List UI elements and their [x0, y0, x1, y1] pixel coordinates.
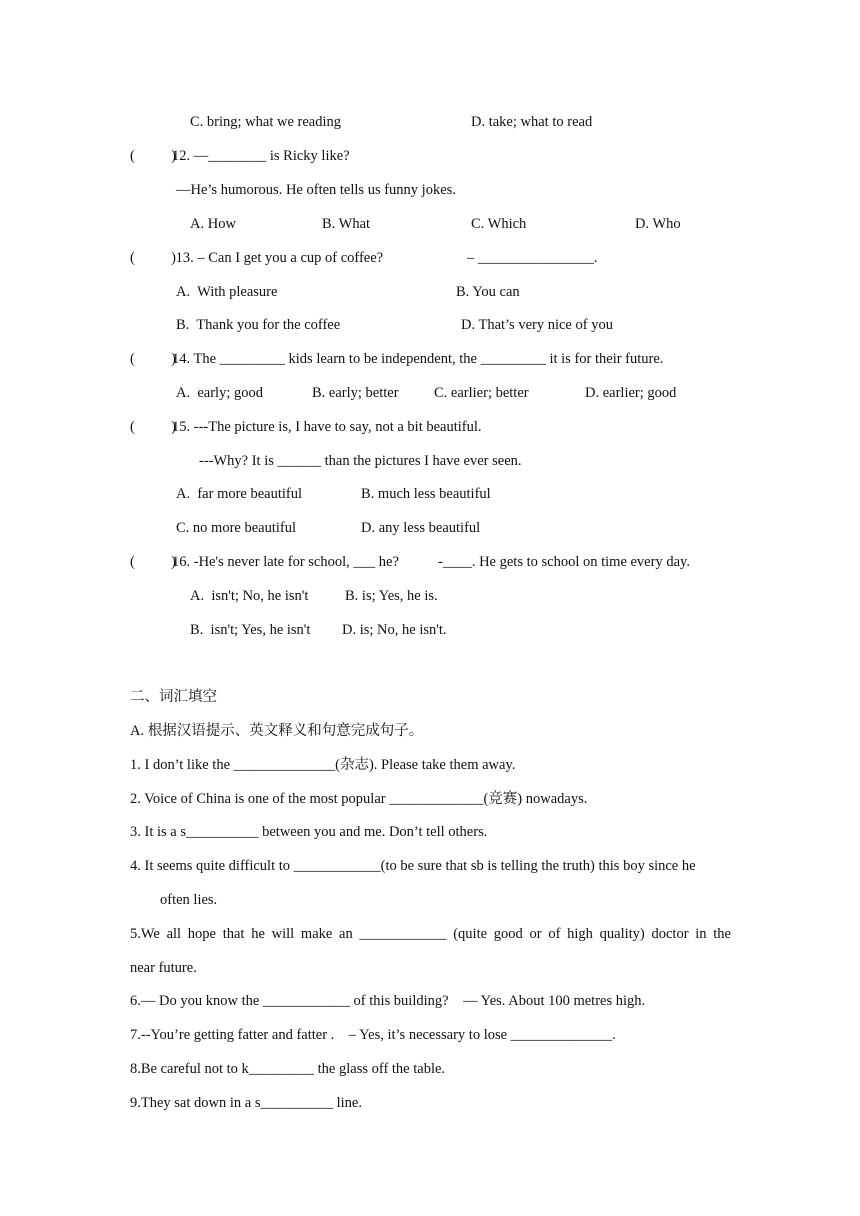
q14-option-d: D. earlier; good	[585, 385, 677, 401]
vocab-item-3: 3. It is a s__________ between you and me. Don’t tell others.	[130, 824, 488, 840]
q14-option-c: C. earlier; better	[434, 385, 529, 401]
q11-option-d: D. take; what to read	[471, 114, 593, 130]
q16-reply: -____. He gets to school on time every day.	[438, 554, 690, 570]
q12-option-d: D. Who	[635, 216, 681, 232]
q15-stem: 15. ---The picture is, I have to say, not a bit beautiful.	[172, 419, 482, 435]
q12-answer-blank: ( )	[130, 148, 176, 164]
vocab-item-4-continued: often lies.	[160, 892, 218, 908]
q16-option-b: B. is; Yes, he is.	[345, 588, 438, 604]
q15-option-d: D. any less beautiful	[361, 520, 481, 536]
q16-option-a: A. isn't; No, he isn't	[190, 588, 309, 604]
section-heading: 二、词汇填空	[130, 689, 217, 705]
vocab-item-1: 1. I don’t like the ______________(杂志). Please take them away.	[130, 757, 516, 773]
q12-option-a: A. How	[190, 216, 236, 232]
q13-option-c: B. Thank you for the coffee	[176, 317, 341, 333]
q14-answer-blank: ( )	[130, 351, 176, 367]
q13-option-b: B. You can	[456, 284, 520, 300]
q13-option-a: A. With pleasure	[176, 284, 278, 300]
q15-reply: ---Why? It is ______ than the pictures I have ever seen.	[199, 453, 522, 469]
q15-option-a: A. far more beautiful	[176, 486, 303, 502]
q16-option-c: B. isn't; Yes, he isn't	[190, 622, 311, 638]
q13-reply: – ________________.	[467, 250, 598, 266]
vocab-item-9: 9.They sat down in a s__________ line.	[130, 1095, 362, 1111]
vocab-item-8: 8.Be careful not to k_________ the glass off the table.	[130, 1061, 446, 1077]
vocab-item-6: 6.— Do you know the ____________ of this building? — Yes. About 100 metres high.	[130, 993, 646, 1009]
vocab-item-5: 5.We all hope that he will make an ____________ (quite good or of high quality) doctor in the	[130, 926, 731, 942]
q13-option-d: D. That’s very nice of you	[461, 317, 613, 333]
q12-option-c: C. Which	[471, 216, 527, 232]
q12-option-b: B. What	[322, 216, 371, 232]
q16-answer-blank: ( )	[130, 554, 176, 570]
vocab-item-5-continued: near future.	[130, 960, 197, 976]
q16-stem: 16. -He's never late for school, ___ he?	[172, 554, 399, 570]
q14-option-a: A. early; good	[176, 385, 263, 401]
q13-answer-blank: ( )	[130, 250, 176, 266]
q11-option-c: C. bring; what we reading	[190, 114, 342, 130]
q12-reply: —He’s humorous. He often tells us funny jokes.	[176, 182, 456, 198]
q15-option-b: B. much less beautiful	[361, 486, 491, 502]
q16-option-d: D. is; No, he isn't.	[342, 622, 447, 638]
section-instruction: A. 根据汉语提示、英文释义和句意完成句子。	[130, 723, 424, 739]
q15-answer-blank: ( )	[130, 419, 176, 435]
vocab-item-7: 7.--You’re getting fatter and fatter . – Yes, it’s necessary to lose ______________.	[130, 1027, 616, 1043]
vocab-item-2: 2. Voice of China is one of the most popular _____________(竞赛) nowadays.	[130, 791, 588, 807]
q15-option-c: C. no more beautiful	[176, 520, 297, 536]
vocab-item-4: 4. It seems quite difficult to ____________(to be sure that sb is telling the truth) this boy since he	[130, 858, 696, 874]
q13-stem: 13. – Can I get you a cup of coffee?	[172, 250, 384, 266]
q14-stem: 14. The _________ kids learn to be independent, the _________ it is for their future.	[172, 351, 664, 367]
q14-option-b: B. early; better	[312, 385, 399, 401]
q12-stem: 12. —________ is Ricky like?	[172, 148, 350, 164]
